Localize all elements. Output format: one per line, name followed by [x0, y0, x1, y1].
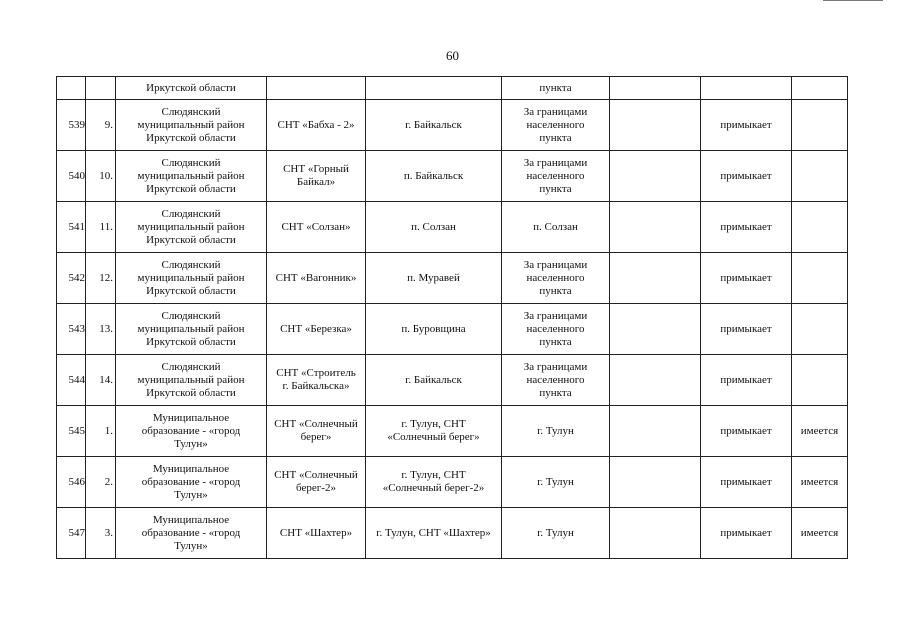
cell-line: г. Тулун: [537, 475, 574, 488]
cell-availability: имеется: [792, 508, 848, 559]
cell-line: п. Байкальск: [403, 169, 464, 182]
cell-line: г. Тулун, СНТ: [401, 418, 466, 430]
page-number: 60: [446, 48, 459, 63]
cell-line: Иркутской области: [146, 386, 236, 399]
cell-location: [502, 457, 610, 508]
cell-idx: 1.: [86, 406, 116, 457]
cell-availability: имеется: [792, 457, 848, 508]
scan-corner-mark: [823, 0, 883, 4]
cell-locality: [366, 77, 502, 100]
table-row: [57, 355, 848, 406]
cell-line: берег»: [300, 431, 332, 443]
cell-locality: [366, 304, 502, 355]
cell-line: населенного: [526, 373, 585, 386]
cell-district: Иркутской области: [116, 77, 267, 100]
cell-extra: [610, 77, 701, 100]
cell-line: СНТ «Солнечный: [274, 418, 358, 430]
cell-line: муниципальный район: [137, 169, 245, 182]
cell-line: СНТ «Бабха - 2»: [277, 118, 355, 131]
cell-district: [116, 457, 267, 508]
cell-line: г. Байкальска»: [282, 380, 350, 392]
cell-line: Иркутской области: [146, 335, 236, 348]
cell-availability: [792, 77, 848, 100]
table-row: [57, 100, 848, 151]
cell-district: [116, 151, 267, 202]
cell-district: [116, 355, 267, 406]
cell-line: пункта: [539, 335, 572, 348]
cell-line: За границами: [523, 360, 588, 373]
cell-adjacency: примыкает: [701, 508, 792, 559]
cell-location: [502, 253, 610, 304]
cell-adjacency: [701, 77, 792, 100]
cell-line: пункта: [539, 386, 572, 399]
cell-availability: [792, 304, 848, 355]
cell-line: населенного: [526, 322, 585, 335]
cell-location: [502, 202, 610, 253]
cell-line: «Солнечный берег-2»: [382, 482, 485, 494]
table-row: [57, 151, 848, 202]
table-row: [57, 406, 848, 457]
cell-adjacency: примыкает: [701, 457, 792, 508]
cell-name: [267, 151, 366, 202]
cell-line: Байкал»: [296, 176, 336, 188]
cell-adjacency: примыкает: [701, 253, 792, 304]
cell-line: Иркутской области: [146, 131, 236, 144]
cell-line: СНТ «Солнечный: [274, 469, 358, 481]
cell-locality: [366, 406, 502, 457]
cell-line: г. Тулун: [537, 526, 574, 539]
cell-idx: 12.: [86, 253, 116, 304]
cell-availability: [792, 100, 848, 151]
cell-line: СНТ «Строитель: [276, 367, 356, 379]
cell-line: муниципальный район: [137, 118, 245, 131]
cell-name: [267, 100, 366, 151]
cell-num: 540: [57, 151, 86, 202]
cell-district: [116, 304, 267, 355]
cell-line: образование - «город: [141, 526, 241, 539]
cell-extra: [610, 253, 701, 304]
cell-line: муниципальный район: [137, 322, 245, 335]
cell-line: п. Буровщина: [401, 322, 466, 335]
cell-line: Слюдянский: [161, 258, 221, 271]
cell-extra: [610, 304, 701, 355]
cell-line: Тулун»: [174, 488, 208, 501]
cell-line: г. Байкальск: [405, 118, 462, 131]
cell-line: Слюдянский: [161, 156, 221, 169]
cell-line: За границами: [523, 105, 588, 118]
cell-line: образование - «город: [141, 475, 241, 488]
cell-district: [116, 253, 267, 304]
cell-extra: [610, 100, 701, 151]
cell-line: населенного: [526, 118, 585, 131]
cell-line: г. Байкальск: [405, 373, 462, 386]
cell-line: Слюдянский: [161, 309, 221, 322]
cell-name: [267, 304, 366, 355]
cell-idx: [86, 77, 116, 100]
table-row: [57, 508, 848, 559]
cell-line: пункта: [539, 182, 572, 195]
cell-line: населенного: [526, 271, 585, 284]
cell-district: [116, 100, 267, 151]
cell-line: п. Муравей: [407, 271, 460, 284]
cell-location: [502, 508, 610, 559]
cell-locality: [366, 457, 502, 508]
cell-line: Иркутской области: [146, 182, 236, 195]
cell-line: Иркутской области: [146, 233, 236, 246]
cell-adjacency: примыкает: [701, 151, 792, 202]
cell-num: [57, 77, 86, 100]
cell-line: Муниципальное: [152, 411, 230, 424]
cell-idx: 14.: [86, 355, 116, 406]
cell-line: Иркутской области: [146, 284, 236, 297]
cell-name: [267, 253, 366, 304]
cell-locality: [366, 508, 502, 559]
cell-line: Тулун»: [174, 539, 208, 552]
cell-name: [267, 406, 366, 457]
cell-line: берег-2»: [296, 482, 336, 494]
cell-availability: [792, 202, 848, 253]
cell-line: Слюдянский: [161, 360, 221, 373]
registry-table: [56, 76, 848, 559]
cell-idx: 11.: [86, 202, 116, 253]
cell-line: СНТ «Солзан»: [281, 220, 351, 233]
cell-idx: 3.: [86, 508, 116, 559]
cell-location: [502, 355, 610, 406]
cell-availability: [792, 151, 848, 202]
cell-district: [116, 202, 267, 253]
cell-line: За границами: [523, 309, 588, 322]
cell-line: пункта: [539, 284, 572, 297]
cell-extra: [610, 355, 701, 406]
cell-location: [502, 406, 610, 457]
cell-locality: [366, 202, 502, 253]
cell-line: СНТ «Березка»: [280, 322, 352, 335]
cell-num: 547: [57, 508, 86, 559]
cell-line: г. Тулун, СНТ «Шахтер»: [376, 526, 491, 539]
cell-line: пункта: [539, 131, 572, 144]
table-row: [57, 304, 848, 355]
cell-line: муниципальный район: [137, 271, 245, 284]
cell-extra: [610, 508, 701, 559]
cell-district: [116, 508, 267, 559]
table-body: [57, 77, 848, 559]
cell-line: За границами: [523, 258, 588, 271]
table-row: [57, 253, 848, 304]
cell-availability: имеется: [792, 406, 848, 457]
cell-line: муниципальный район: [137, 220, 245, 233]
cell-idx: 2.: [86, 457, 116, 508]
cell-line: п. Солзан: [411, 220, 456, 233]
cell-line: За границами: [523, 156, 588, 169]
cell-idx: 9.: [86, 100, 116, 151]
cell-location: [502, 100, 610, 151]
cell-adjacency: примыкает: [701, 202, 792, 253]
cell-line: населенного: [526, 169, 585, 182]
cell-name: [267, 457, 366, 508]
cell-idx: 13.: [86, 304, 116, 355]
cell-num: 543: [57, 304, 86, 355]
table-row: [57, 457, 848, 508]
cell-adjacency: примыкает: [701, 304, 792, 355]
cell-location: пункта: [502, 77, 610, 100]
cell-num: 541: [57, 202, 86, 253]
cell-idx: 10.: [86, 151, 116, 202]
cell-line: СНТ «Шахтер»: [279, 526, 353, 539]
cell-num: 542: [57, 253, 86, 304]
cell-name: [267, 202, 366, 253]
cell-line: г. Тулун: [537, 424, 574, 437]
cell-line: СНТ «Вагонник»: [275, 271, 357, 284]
cell-line: п. Солзан: [533, 220, 578, 233]
cell-line: г. Тулун, СНТ: [401, 469, 466, 481]
cell-num: 546: [57, 457, 86, 508]
cell-availability: [792, 355, 848, 406]
cell-adjacency: примыкает: [701, 406, 792, 457]
cell-availability: [792, 253, 848, 304]
cell-extra: [610, 202, 701, 253]
cell-line: Муниципальное: [152, 513, 230, 526]
cell-num: 544: [57, 355, 86, 406]
cell-line: Слюдянский: [161, 105, 221, 118]
cell-line: СНТ «Горный: [283, 163, 349, 175]
cell-location: [502, 151, 610, 202]
cell-district: [116, 406, 267, 457]
continuation-row: [57, 77, 848, 100]
cell-line: Тулун»: [174, 437, 208, 450]
cell-location: [502, 304, 610, 355]
cell-extra: [610, 406, 701, 457]
table-row: [57, 202, 848, 253]
cell-name: [267, 77, 366, 100]
cell-line: Муниципальное: [152, 462, 230, 475]
cell-adjacency: примыкает: [701, 355, 792, 406]
cell-locality: [366, 151, 502, 202]
cell-line: Слюдянский: [161, 207, 221, 220]
cell-extra: [610, 151, 701, 202]
cell-name: [267, 508, 366, 559]
cell-line: «Солнечный берег»: [387, 431, 480, 443]
cell-extra: [610, 457, 701, 508]
cell-locality: [366, 355, 502, 406]
cell-adjacency: примыкает: [701, 100, 792, 151]
cell-line: образование - «город: [141, 424, 241, 437]
cell-name: [267, 355, 366, 406]
cell-line: муниципальный район: [137, 373, 245, 386]
cell-num: 539: [57, 100, 86, 151]
cell-num: 545: [57, 406, 86, 457]
cell-locality: [366, 253, 502, 304]
cell-locality: [366, 100, 502, 151]
